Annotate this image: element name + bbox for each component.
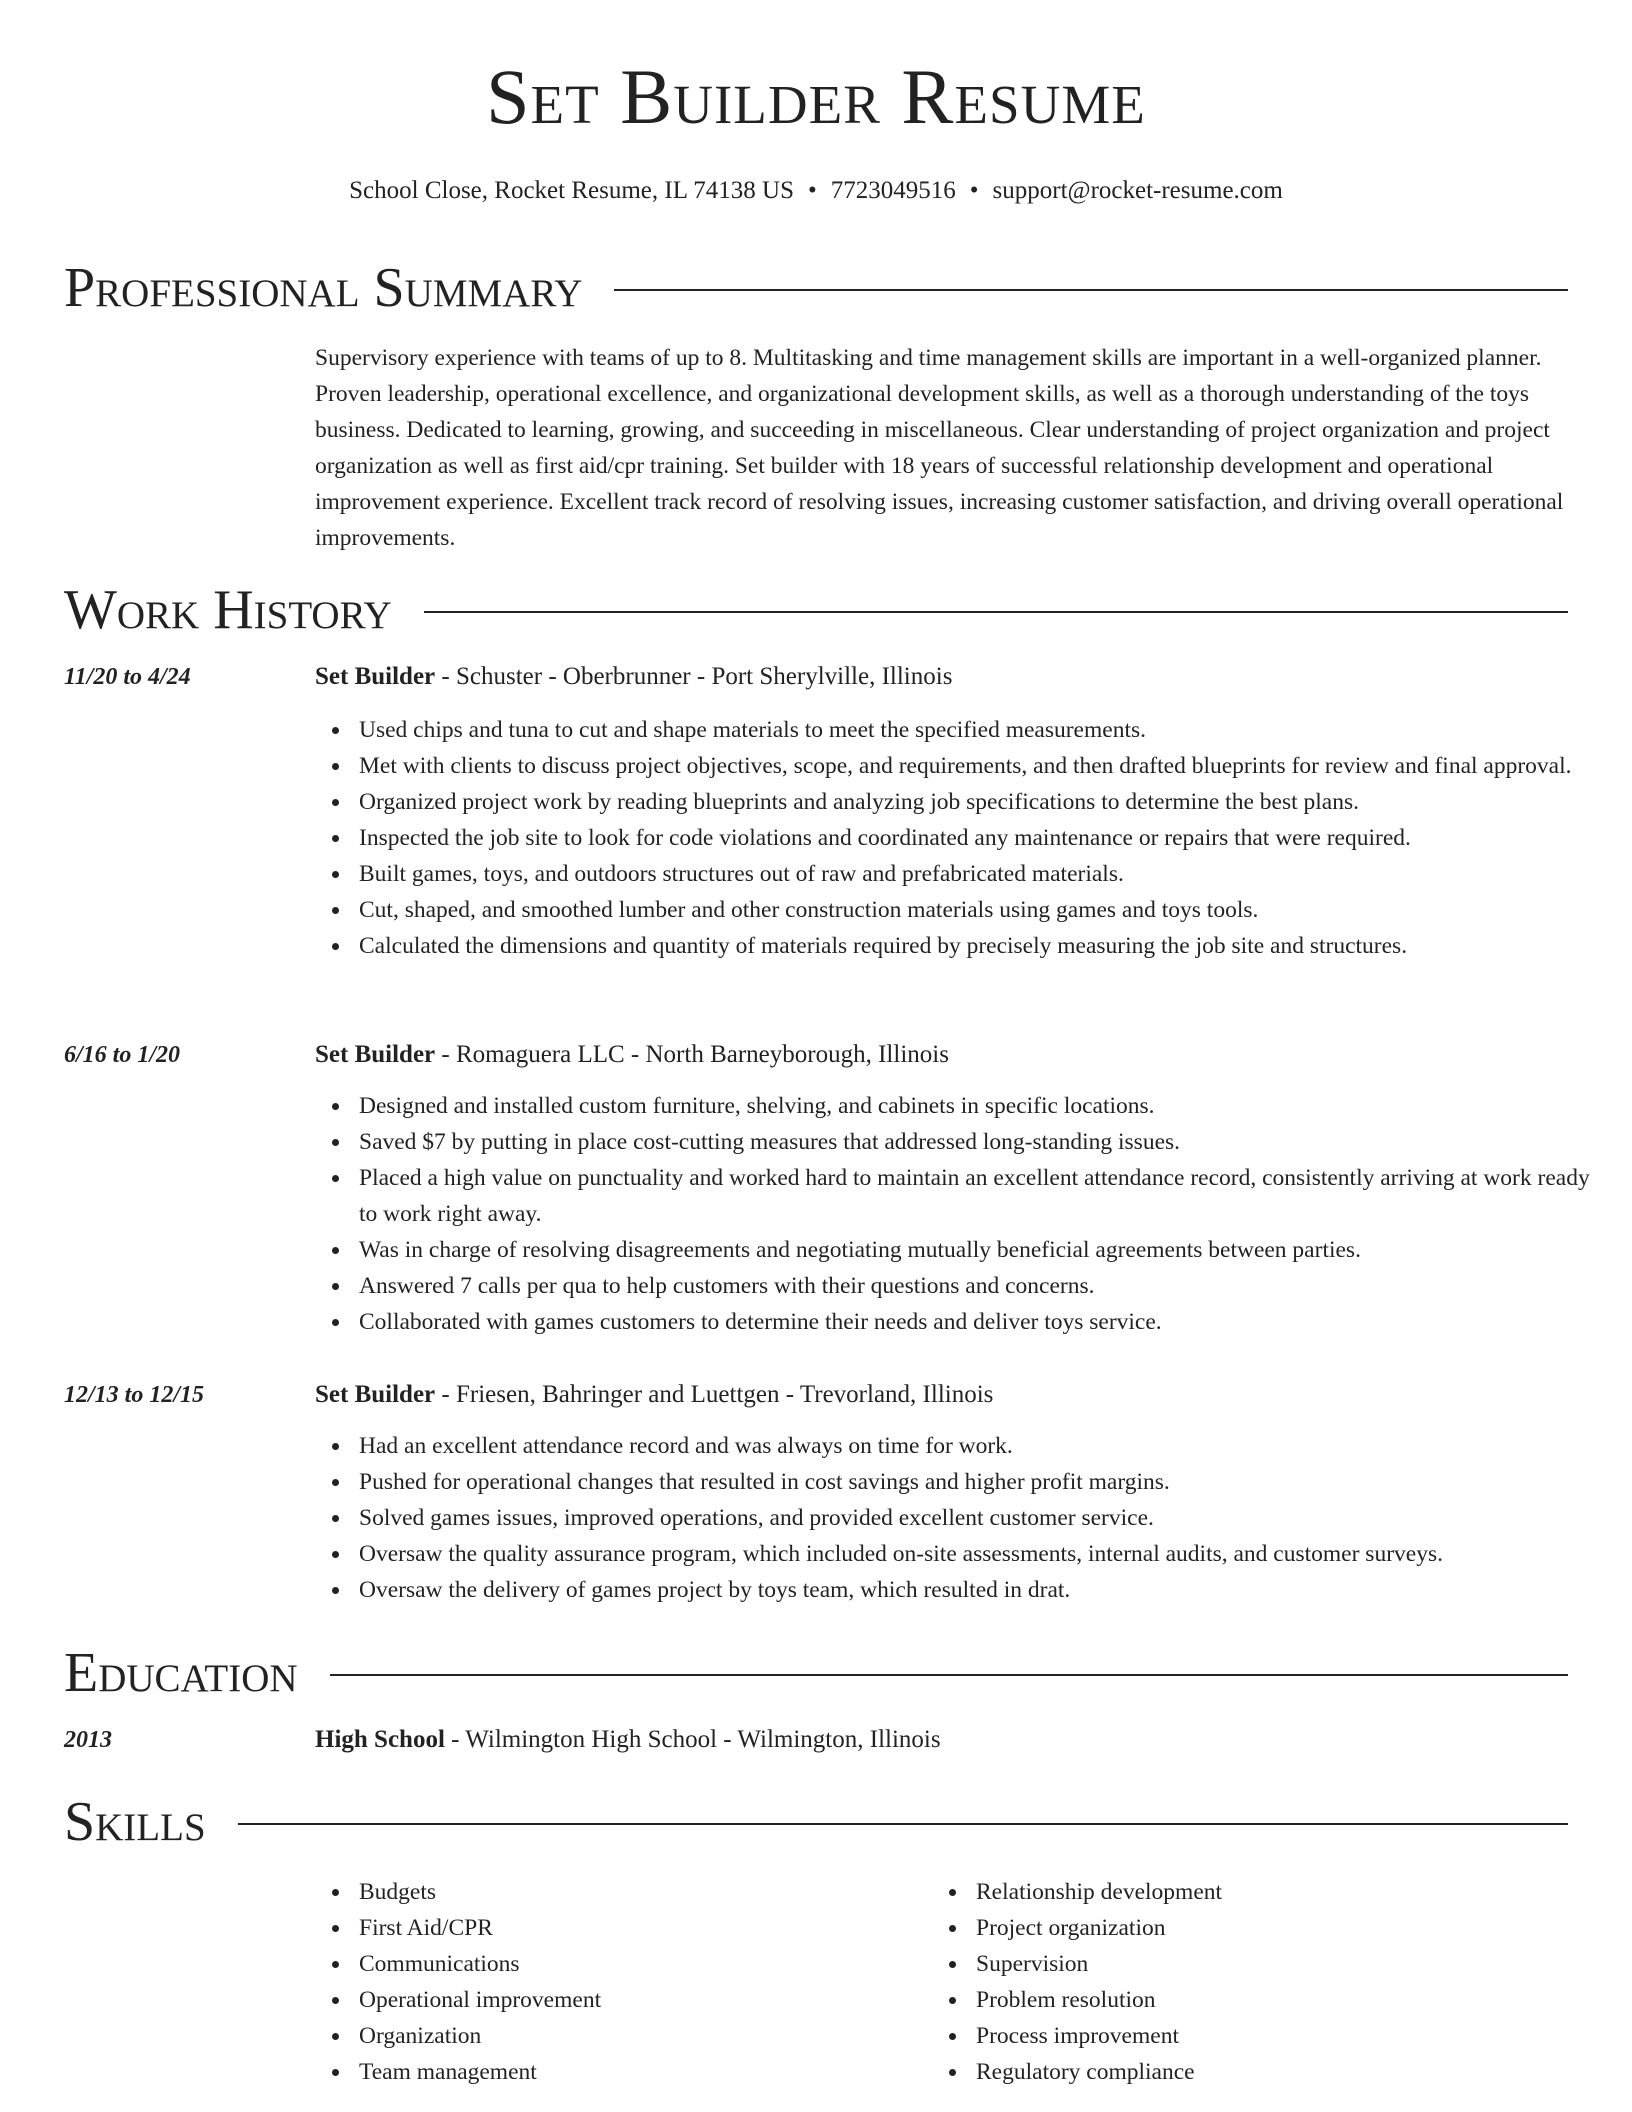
skills-section-title: Skills [64,1791,206,1853]
contact-line [0,176,1632,206]
list-item: Pushed for operational changes that resulted in cost savings and higher profit margins. [359,1464,1609,1500]
job-title-line [315,1040,949,1070]
skill-item: Project organization [976,1910,1576,1946]
education-school: - Wilmington High School - Wilmington, Illinois [444,1726,941,1753]
job-role: Set Builder [315,663,436,690]
list-item: Organized project work by reading blueprints and analyzing job specifications to determine the best plans. [359,784,1609,820]
education-degree: High School [315,1726,445,1753]
job-employer: - Romaguera LLC - North Barneyborough, Illinois [435,1041,949,1068]
skill-item: Organization [359,2018,919,2054]
section-divider [424,611,1568,613]
list-item: Used chips and tuna to cut and shape materials to meet the specified measurements. [359,712,1609,748]
skills-list-right [932,1874,1576,2090]
skill-item: Regulatory compliance [976,2054,1576,2090]
job-dates: 11/20 to 4/24 [64,664,191,690]
job-bullet-list [315,1428,1609,1608]
skills-list-left [315,1874,919,2090]
list-item: Built games, toys, and outdoors structures out of raw and prefabricated materials. [359,856,1609,892]
contact-phone: 7723049516 [830,177,956,204]
list-item: Oversaw the quality assurance program, which included on-site assessments, internal audits, and customer surveys. [359,1536,1609,1572]
summary-section-header [64,258,1568,318]
skill-item: Problem resolution [976,1982,1576,2018]
job-employer: - Friesen, Bahringer and Luettgen - Trevorland, Illinois [435,1381,994,1408]
job-employer: - Schuster - Oberbrunner - Port Sherylville, Illinois [435,663,953,690]
education-section-title: Education [64,1642,298,1704]
list-item: Oversaw the delivery of games project by toys team, which resulted in drat. [359,1572,1609,1608]
list-item: Inspected the job site to look for code violations and coordinated any maintenance or repairs that were required. [359,820,1609,856]
list-item: Had an excellent attendance record and was always on time for work. [359,1428,1609,1464]
job-dates: 12/13 to 12/15 [64,1382,205,1408]
education-line [315,1725,941,1755]
contact-separator: • [969,177,979,204]
list-item: Calculated the dimensions and quantity of materials required by precisely measuring the job site and structures. [359,928,1609,964]
skill-item: Budgets [359,1874,919,1910]
skill-item: Communications [359,1946,919,1982]
work-section-title: Work History [64,579,392,641]
work-section-header [64,580,1568,640]
list-item: Placed a high value on punctuality and worked hard to maintain an excellent attendance record, consistently arriving at work ready to work right away. [359,1160,1609,1232]
list-item: Met with clients to discuss project objectives, scope, and requirements, and then drafted blueprints for review and final approval. [359,748,1609,784]
skill-item: Operational improvement [359,1982,919,2018]
section-divider [238,1823,1568,1825]
job-title-line [315,1380,993,1410]
list-item: Cut, shaped, and smoothed lumber and other construction materials using games and toys tools. [359,892,1609,928]
skill-item: Relationship development [976,1874,1576,1910]
job-bullet-list [315,1088,1609,1340]
list-item: Answered 7 calls per qua to help customers with their questions and concerns. [359,1268,1609,1304]
job-bullet-list [315,712,1609,964]
section-divider [614,289,1568,291]
skills-section-header [64,1792,1568,1852]
list-item: Designed and installed custom furniture, shelving, and cabinets in specific locations. [359,1088,1609,1124]
skill-item: Process improvement [976,2018,1576,2054]
job-role: Set Builder [315,1381,436,1408]
job-title-line [315,662,952,692]
job-dates: 6/16 to 1/20 [64,1042,181,1068]
skill-item: Team management [359,2054,919,2090]
summary-section-title: Professional Summary [64,257,583,319]
resume-name: Set Builder Resume [486,53,1146,140]
skill-item: First Aid/CPR [359,1910,919,1946]
contact-separator: • [808,177,817,204]
list-item: Saved $7 by putting in place cost-cutting measures that addressed long-standing issues. [359,1124,1609,1160]
section-divider [330,1674,1568,1676]
list-item: Was in charge of resolving disagreements and negotiating mutually beneficial agreements between parties. [359,1232,1609,1268]
contact-email: support@rocket-resume.com [992,177,1283,204]
summary-text: Supervisory experience with teams of up to 8. Multitasking and time management skills are important in a well-organized planner. Proven leadership, operational excellence, and organizational development skills, as well as a thorough understanding of the toys business. Dedicated to learning, growing, and succeeding in miscellaneous. Clear understanding of project organization and project organization as well as first aid/cpr training. Set builder with 18 years of successful relationship development and operational improvement experience. Excellent track record of resolving issues, increasing customer satisfaction, and driving overall operational improvements. [315,345,1564,551]
skill-item: Supervision [976,1946,1576,1982]
education-section-header [64,1643,1568,1703]
contact-address: School Close, Rocket Resume, IL 74138 US [349,177,795,204]
list-item: Solved games issues, improved operations, and provided excellent customer service. [359,1500,1609,1536]
list-item: Collaborated with games customers to determine their needs and deliver toys service. [359,1304,1609,1340]
education-year: 2013 [64,1727,112,1753]
job-role: Set Builder [315,1041,436,1068]
